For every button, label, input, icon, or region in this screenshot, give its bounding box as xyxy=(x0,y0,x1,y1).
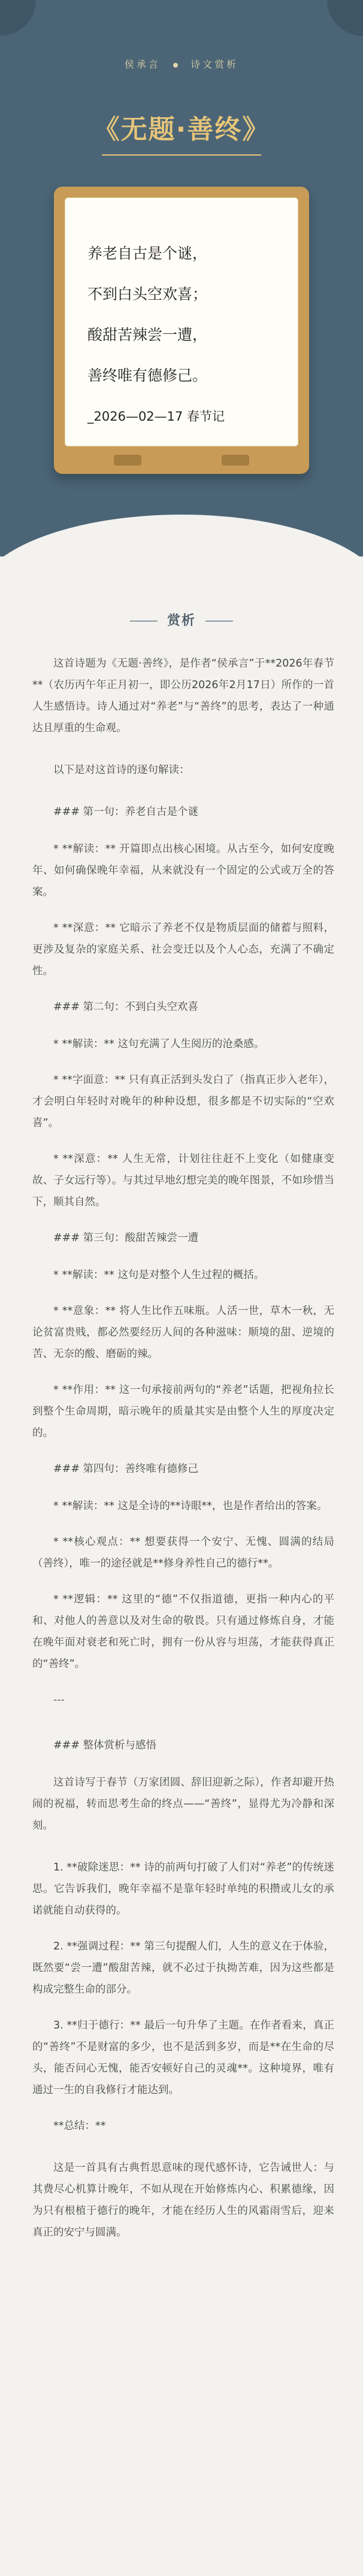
poem-title: 《无题·善终》 xyxy=(93,114,270,145)
poem-line: 善终唯有德修己。 xyxy=(87,367,208,384)
frame-knob xyxy=(114,455,141,466)
article-paragraph: ### 第一句：养老自古是个谜 xyxy=(53,806,199,818)
article-paragraph: * **解读：** 这是全诗的**诗眼**，也是作者给出的答案。 xyxy=(53,1500,328,1512)
article-paragraph: * **核心观点：** 想要获得一个安宁、无愧、圆满的结局（善终），唯一的途径就是**修身养性自己的德行**。 xyxy=(32,1536,334,1570)
heading-dash xyxy=(130,621,158,622)
article-paragraph: 以下是对这首诗的逐句解读： xyxy=(53,764,190,776)
article-paragraph: ### 第三句：酸甜苦辣尝一遭 xyxy=(53,1232,199,1244)
corner-decoration xyxy=(0,0,36,36)
article-paragraph: * **字面意：** 只有真正活到头发白了（指真正步入老年），才会明白年轻时对晚年的种种设想，很多都是不切实际的“空欢喜”。 xyxy=(32,1074,334,1129)
heading-dash xyxy=(205,621,233,622)
article-paragraph: 这是一首具有古典哲思意味的现代感怀诗，它告诫世人：与其费尽心机算计晚年，不如从现在开始修炼内心、积累德缘，因为只有根植于德行的晚年，才能在经历人生的风霜雨雪后，迎来真正的安宁与圆满。 xyxy=(32,2162,334,2239)
article-paragraph: 这首诗题为《无题·善终》，是作者“侯承言”于**2026年春节**（农历丙午年正月初一，即公历2026年2月17日）所作的一首人生感悟诗。诗人通过对“养老”与“善终”的思考，表达了一种通达且厚重的生命观。 xyxy=(32,658,334,734)
appreciation-section xyxy=(0,610,363,2264)
article-paragraph: 3. **归于德行：** 最后一句升华了主题。在作者看来，真正的“善终”不是财富的多少，也不是活到多岁，而是**在生命的尽头，能否问心无愧，能否安顿好自己的灵魂**。这种境界，唯有通过一生的自我修行才能达到。 xyxy=(32,2020,334,2096)
article-paragraph: ### 整体赏析与感悟 xyxy=(53,1739,157,1751)
article-paragraph: ### 第二句：不到白头空欢喜 xyxy=(53,1001,199,1013)
article-paragraph: * **解读：** 开篇即点出核心困境。从古至今，如何安度晚年、如何确保晚年幸福，从来就没有一个固定的公式或万全的答案。 xyxy=(32,843,334,898)
poem-paper xyxy=(65,197,298,446)
poem-line: 不到白头空欢喜； xyxy=(87,285,208,303)
article-paragraph: * **意象：** 将人生比作五味瓶。人活一世，草木一秋，无论贫富贵贱，都必然要经历人间的各种滋味：顺境的甜、逆境的苦、无奈的酸、磨砺的辣。 xyxy=(32,1305,334,1360)
section-heading-label: 赏析 xyxy=(167,613,196,628)
article-paragraph: * **解读：** 这句充满了人生阅历的沧桑感。 xyxy=(53,1038,265,1050)
wave-divider xyxy=(0,515,363,556)
article-paragraph: **总结：** xyxy=(53,2120,106,2132)
article-body xyxy=(0,653,363,2243)
article-paragraph: 1. **破除迷思：** 诗的前两句打破了人们对“养老”的传统迷思。它告诉我们，晚年幸福不是靠年轻时单纯的积攒或儿女的承诺就能自动获得的。 xyxy=(32,1862,334,1917)
article-paragraph: --- xyxy=(53,1694,65,1706)
corner-decoration xyxy=(327,0,363,36)
dot-separator-icon xyxy=(173,63,178,68)
category-label: 诗文赏析 xyxy=(190,59,239,70)
article-paragraph: 2. **强调过程：** 第三句提醒人们，人生的意义在于体验，既然要“尝一遭”酸甜苦辣，就不必过于执拗苦难，因为这些都是构成完整生命的部分。 xyxy=(32,1941,334,1996)
title-underline xyxy=(102,154,261,156)
article-paragraph: * **深意：** 它暗示了养老不仅是物质层面的储蓄与照料，更涉及复杂的家庭关系、社会变迁以及个人心态，充满了不确定性。 xyxy=(32,922,334,977)
article-paragraph: * **解读：** 这句是对整个人生过程的概括。 xyxy=(53,1269,265,1281)
author-label: 侯承言 xyxy=(124,59,161,70)
poem-frame xyxy=(54,187,309,474)
poem-line: 养老自古是个谜， xyxy=(87,245,208,262)
header-subtitle xyxy=(0,57,363,71)
article-paragraph: 这首诗写于春节（万家团圆、辞旧迎新之际），作者却避开热闹的祝福，转而思考生命的终点——“善终”，显得尤为冷静和深刻。 xyxy=(32,1777,334,1832)
poem-date: _2026—02—17 春节记 xyxy=(87,409,225,424)
header-card xyxy=(0,0,363,556)
frame-knob xyxy=(222,455,249,466)
poem-line: 酸甜苦辣尝一遭， xyxy=(87,326,208,343)
article-paragraph: ### 第四句：善终唯有德修己 xyxy=(53,1463,199,1475)
poem-text xyxy=(87,233,282,437)
article-paragraph: * **深意：** 人生无常，计划往往赶不上变化（如健康变故、子女远行等）。与其过早地幻想完美的晚年图景，不如珍惜当下，顺其自然。 xyxy=(32,1153,334,1208)
article-paragraph: * **作用：** 这一句承接前两句的“养老”话题，把视角拉长到整个生命周期，暗示晚年的质量其实是由整个人生的厚度决定的。 xyxy=(32,1384,334,1439)
article-paragraph: * **逻辑：** 这里的“德”不仅指道德，更指一种内心的平和、对他人的善意以及对生命的敬畏。只有通过修炼自身，才能在晚年面对衰老和死亡时，拥有一份从容与坦荡，才能获得真正的“善终”。 xyxy=(32,1593,334,1670)
section-heading xyxy=(0,610,363,629)
